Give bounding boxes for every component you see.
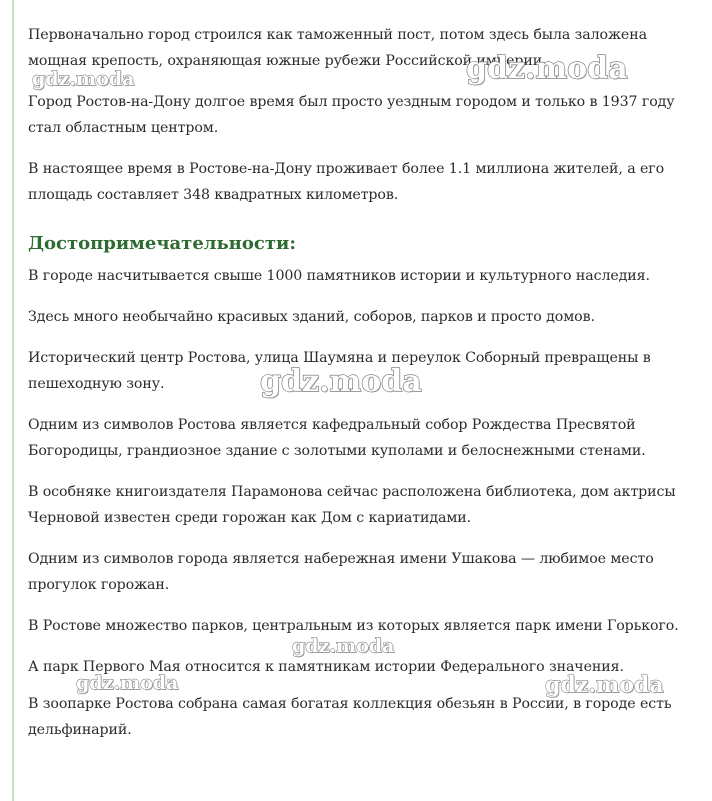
- paragraph-1: Первоначально город строился как таможенный пост, потом здесь была заложена мощная крепость, охраняющая южные рубежи Российской империи.: [28, 27, 647, 69]
- section-heading: Достопримечательности:: [28, 233, 296, 254]
- article-body: [28, 22, 698, 758]
- watermark-top-left: gdz.moda: [32, 68, 135, 90]
- paragraph-5: Здесь много необычайно красивых зданий, соборов, парков и просто домов.: [28, 309, 595, 325]
- left-border-rule: [12, 0, 14, 801]
- paragraph-12: В зоопарке Ростова собрана самая богатая коллекция обезьян в России, в городе есть дельфинарий.: [28, 696, 672, 738]
- paragraph-8: В особняке книгоиздателя Парамонова сейчас расположена библиотека, дом актрисы Черновой известен среди горожан как Дом с кариатидами.: [28, 484, 676, 526]
- watermark-center: gdz.moda: [260, 364, 422, 399]
- watermark-top-right: gdz.moda: [466, 51, 628, 86]
- paragraph-2: Город Ростов-на-Дону долгое время был просто уездным городом и только в 1937 году стал областным центром.: [28, 94, 675, 136]
- paragraph-11: А парк Первого Мая относится к памятникам истории Федерального значения.: [28, 659, 624, 675]
- paragraph-9: Одним из символов города является набережная имени Ушакова — любимое место прогулок горожан.: [28, 551, 654, 593]
- paragraph-10: В Ростове множество парков, центральным из которых является парк имени Горького.: [28, 618, 679, 634]
- paragraph-4: В городе насчитывается свыше 1000 памятников истории и культурного наследия.: [28, 268, 650, 284]
- paragraph-6: Исторический центр Ростова, улица Шаумяна и переулок Соборный превращены в пешеходную зону.: [28, 350, 651, 392]
- watermark-lower-left: gdz.moda: [76, 672, 179, 694]
- paragraph-3: В настоящее время в Ростове-на-Дону проживает более 1.1 миллиона жителей, а его площадь составляет 348 квадратных километров.: [28, 161, 665, 203]
- watermark-lower-center: gdz.moda: [292, 635, 395, 657]
- paragraph-7: Одним из символов Ростова является кафедральный собор Рождества Пресвятой Богородицы, грандиозное здание с золотыми куполами и белоснежными стенами.: [28, 417, 646, 459]
- watermark-lower-right: gdz.moda: [545, 672, 664, 698]
